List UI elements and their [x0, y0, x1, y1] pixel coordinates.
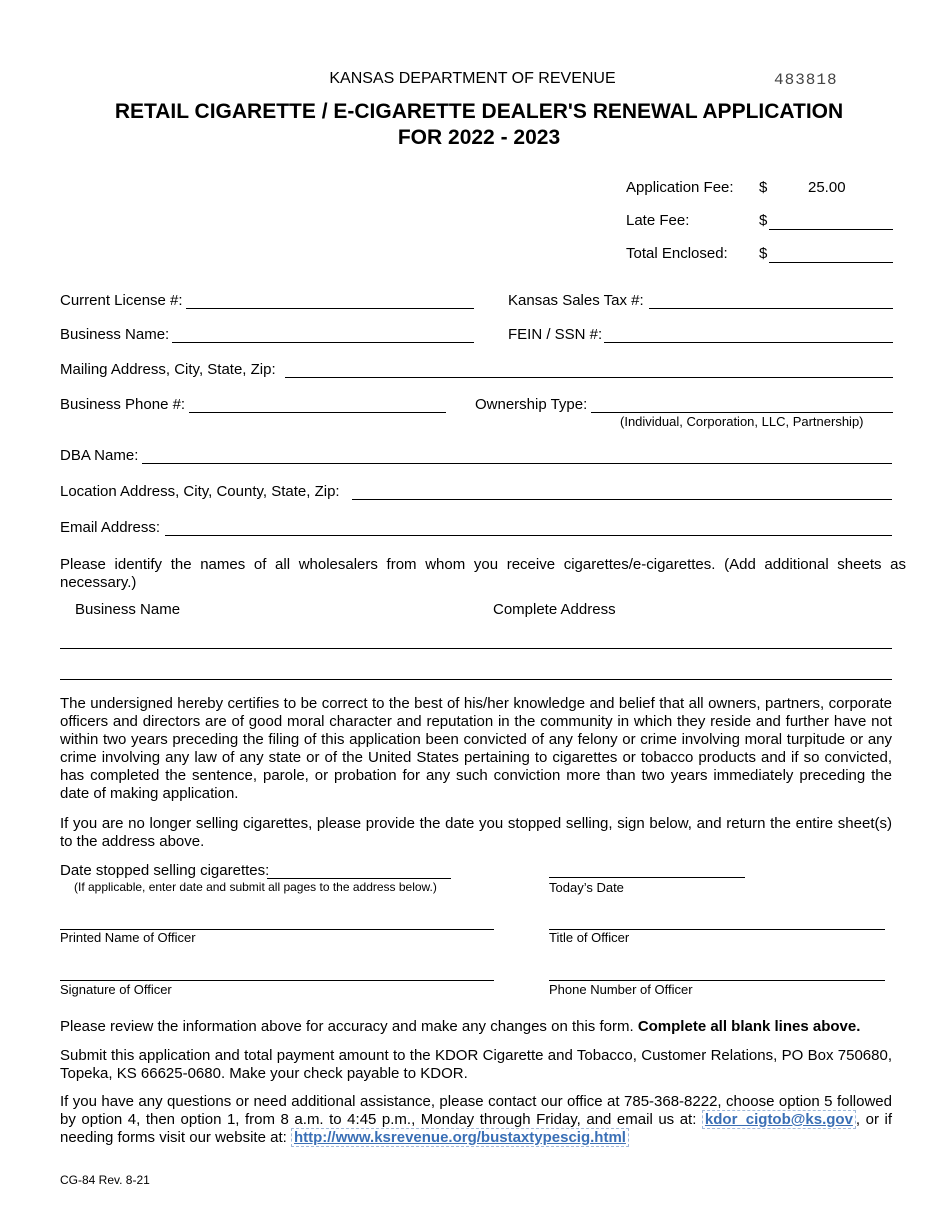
- email-address-label: Email Address:: [60, 519, 161, 536]
- contact-text-2: , or if needing forms visit our website at:: [60, 1111, 893, 1146]
- business-name-label: Business Name:: [60, 326, 170, 343]
- late-fee-label: Late Fee:: [626, 212, 690, 229]
- application-fee-value: 25.00: [808, 179, 846, 196]
- printed-name-label: Printed Name of Officer: [60, 930, 196, 945]
- mailing-address-label: Mailing Address, City, State, Zip:: [60, 361, 276, 378]
- wholesalers-instruction: Please identify the names of all wholesalers from whom you receive cigarettes/e-cigarettes. (Add additional sheets as necessary.): [60, 556, 906, 591]
- review-text: Please review the information above for accuracy and make any changes on this form.: [60, 1018, 634, 1035]
- review-note: [60, 1018, 892, 1036]
- page-title: RETAIL CIGARETTE / E-CIGARETTE DEALER'S RENEWAL APPLICATION: [114, 100, 844, 123]
- officer-phone-input[interactable]: [549, 962, 885, 981]
- wholesaler-line-2[interactable]: [60, 661, 892, 680]
- contact-email-link[interactable]: kdor_cigtob@ks.gov: [702, 1110, 856, 1129]
- department-name: KANSAS DEPARTMENT OF REVENUE: [329, 70, 616, 87]
- total-enclosed-currency: $: [759, 245, 768, 262]
- certification-text: The undersigned hereby certifies to be correct to the best of his/her knowledge and belief that all owners, partners, corporate officers and directors are of good moral character and reputation in the community in which they reside and further have not within two years preceding the filing of this application been convicted of any felony or crime involving moral turpitude or any crime involving any law of any state or of the United States pertaining to cigarettes or tobacco products and if so convicted, has completed the sentence, parole, or probation for any such conviction more than two years immediately preceding the date of making application.: [60, 695, 892, 802]
- contact-instructions: [60, 1093, 892, 1147]
- location-address-label: Location Address, City, County, State, Zip:: [60, 483, 340, 500]
- application-fee-currency: $: [759, 179, 768, 196]
- application-fee-label: Application Fee:: [626, 179, 734, 196]
- current-license-label: Current License #:: [60, 292, 183, 309]
- business-name-input[interactable]: [172, 324, 474, 343]
- form-revision: CG-84 Rev. 8-21: [60, 1173, 150, 1187]
- officer-title-input[interactable]: [549, 911, 885, 930]
- submit-instructions: Submit this application and total payment amount to the KDOR Cigarette and Tobacco, Customer Relations, PO Box 750680, Topeka, KS 66625-0680. Make your check payable to KDOR.: [60, 1047, 892, 1082]
- wholesaler-business-name-header: Business Name: [75, 601, 181, 618]
- wholesaler-complete-address-header: Complete Address: [493, 601, 616, 618]
- kansas-sales-tax-input[interactable]: [649, 290, 893, 309]
- todays-date-input[interactable]: [549, 859, 745, 878]
- late-fee-input[interactable]: [769, 211, 893, 230]
- business-phone-input[interactable]: [189, 394, 446, 413]
- business-phone-label: Business Phone #:: [60, 396, 186, 413]
- date-stopped-input[interactable]: [267, 860, 451, 879]
- ownership-type-label: Ownership Type:: [475, 396, 588, 413]
- total-enclosed-label: Total Enclosed:: [626, 245, 728, 262]
- officer-signature-label: Signature of Officer: [60, 982, 172, 997]
- stopped-selling-note: If you are no longer selling cigarettes, please provide the date you stopped selling, sign below, and return the entire sheet(s) to the address above.: [60, 815, 892, 850]
- form-number: 483818: [774, 71, 838, 89]
- mailing-address-input[interactable]: [285, 359, 893, 378]
- late-fee-currency: $: [759, 212, 768, 229]
- fein-ssn-label: FEIN / SSN #:: [508, 326, 603, 343]
- dba-name-label: DBA Name:: [60, 447, 139, 464]
- review-bold-text: Complete all blank lines above.: [637, 1018, 861, 1035]
- contact-text: If you have any questions or need additional assistance, please contact our office at 785-368-8222, choose option 5 followed by option 4, then option 1, from 8 a.m. to 4:45 p.m., Monday through Friday, and email us at:: [60, 1093, 892, 1128]
- ownership-type-input[interactable]: [591, 394, 893, 413]
- total-enclosed-input[interactable]: [769, 244, 893, 263]
- ownership-type-hint: (Individual, Corporation, LLC, Partnership): [620, 414, 864, 429]
- dba-name-input[interactable]: [142, 445, 892, 464]
- wholesaler-line-1[interactable]: [60, 630, 892, 649]
- page-subtitle: FOR 2022 - 2023: [397, 126, 561, 149]
- officer-signature-input[interactable]: [60, 962, 494, 981]
- todays-date-label: Today’s Date: [549, 880, 624, 895]
- website-link[interactable]: http://www.ksrevenue.org/bustaxtypescig.html: [291, 1128, 629, 1147]
- fein-ssn-input[interactable]: [604, 324, 893, 343]
- date-stopped-label: Date stopped selling cigarettes:: [60, 862, 270, 879]
- officer-phone-label: Phone Number of Officer: [549, 982, 693, 997]
- printed-name-input[interactable]: [60, 911, 494, 930]
- location-address-input[interactable]: [352, 481, 892, 500]
- officer-title-label: Title of Officer: [549, 930, 630, 945]
- kansas-sales-tax-label: Kansas Sales Tax #:: [508, 292, 644, 309]
- email-address-input[interactable]: [165, 517, 892, 536]
- current-license-input[interactable]: [186, 290, 474, 309]
- date-stopped-hint: (If applicable, enter date and submit all pages to the address below.): [74, 880, 437, 894]
